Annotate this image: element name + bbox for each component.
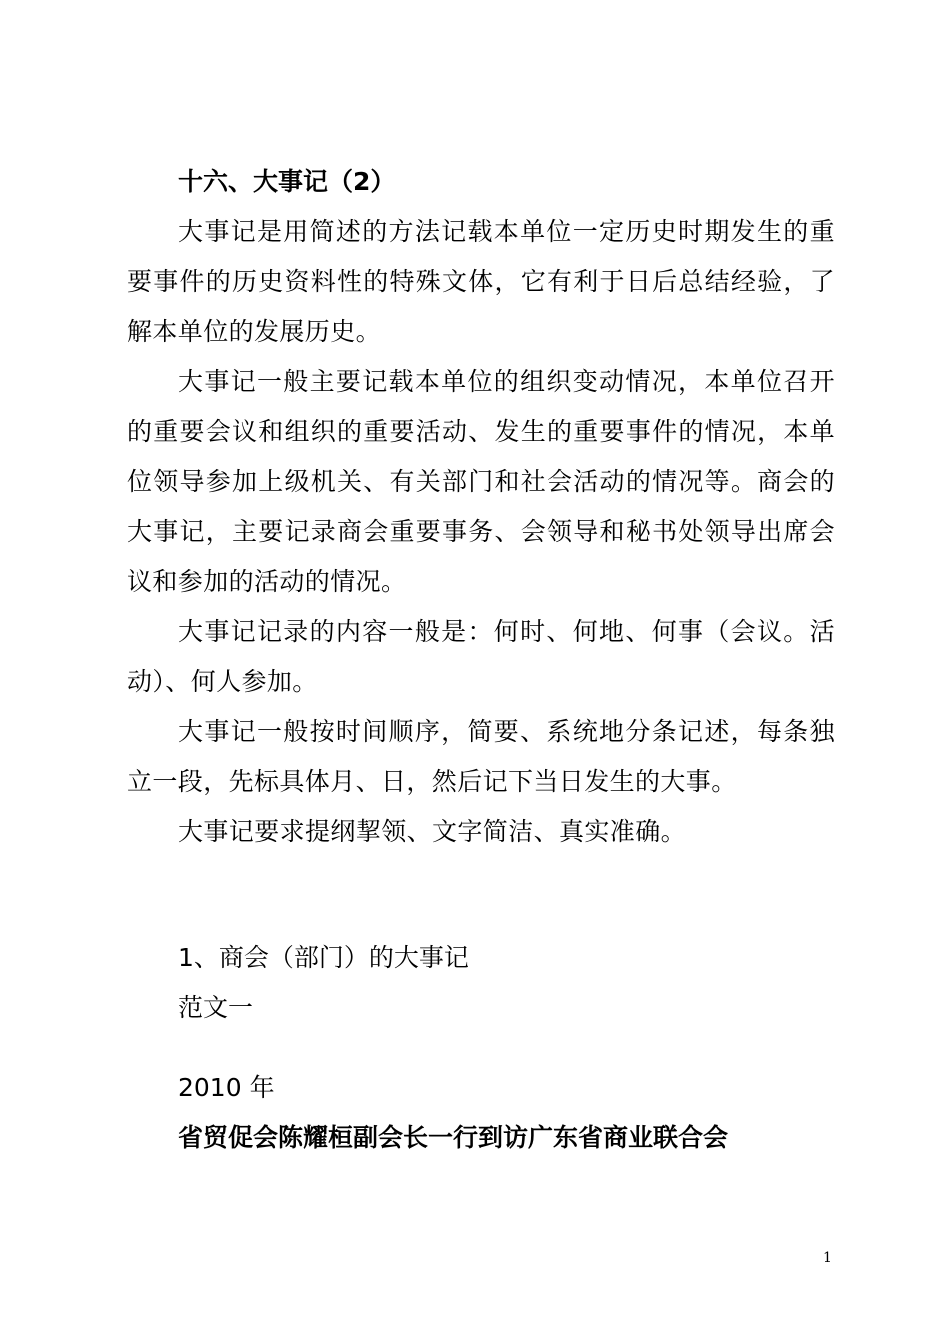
- paragraph-record-elements: 大事记记录的内容一般是：何时、何地、何事（会议。活动）、何人参加。: [127, 617, 835, 696]
- page-number: 1: [823, 1250, 832, 1266]
- event-title: 省贸促会陈耀桓副会长一行到访广东省商业联合会: [178, 1123, 729, 1152]
- subsection-title: 1、商会（部门）的大事记: [178, 943, 469, 972]
- spacer: [127, 1033, 835, 1063]
- paragraph-requirements: 大事记要求提纲挈领、文字简洁、真实准确。: [178, 817, 687, 846]
- section-heading: 十六、大事记（2）: [178, 167, 396, 196]
- document-body: [127, 157, 835, 1163]
- spacer: [127, 857, 835, 933]
- paragraph-content-scope: 大事记一般主要记载本单位的组织变动情况，本单位召开的重要会议和组织的重要活动、发生的重要事件的情况，本单位领导参加上级机关、有关部门和社会活动的情况等。商会的大事记，主要记录商会重要事务、会领导和秘书处领导出席会议和参加的活动的情况。: [127, 367, 835, 596]
- sample-label: 范文一: [178, 993, 254, 1022]
- paragraph-definition: 大事记是用简述的方法记载本单位一定历史时期发生的重要事件的历史资料性的特殊文体，它有利于日后总结经验，了解本单位的发展历史。: [127, 217, 835, 346]
- year-label: 2010 年: [178, 1073, 275, 1102]
- paragraph-format: 大事记一般按时间顺序，简要、系统地分条记述，每条独立一段，先标具体月、日，然后记下当日发生的大事。: [127, 717, 835, 796]
